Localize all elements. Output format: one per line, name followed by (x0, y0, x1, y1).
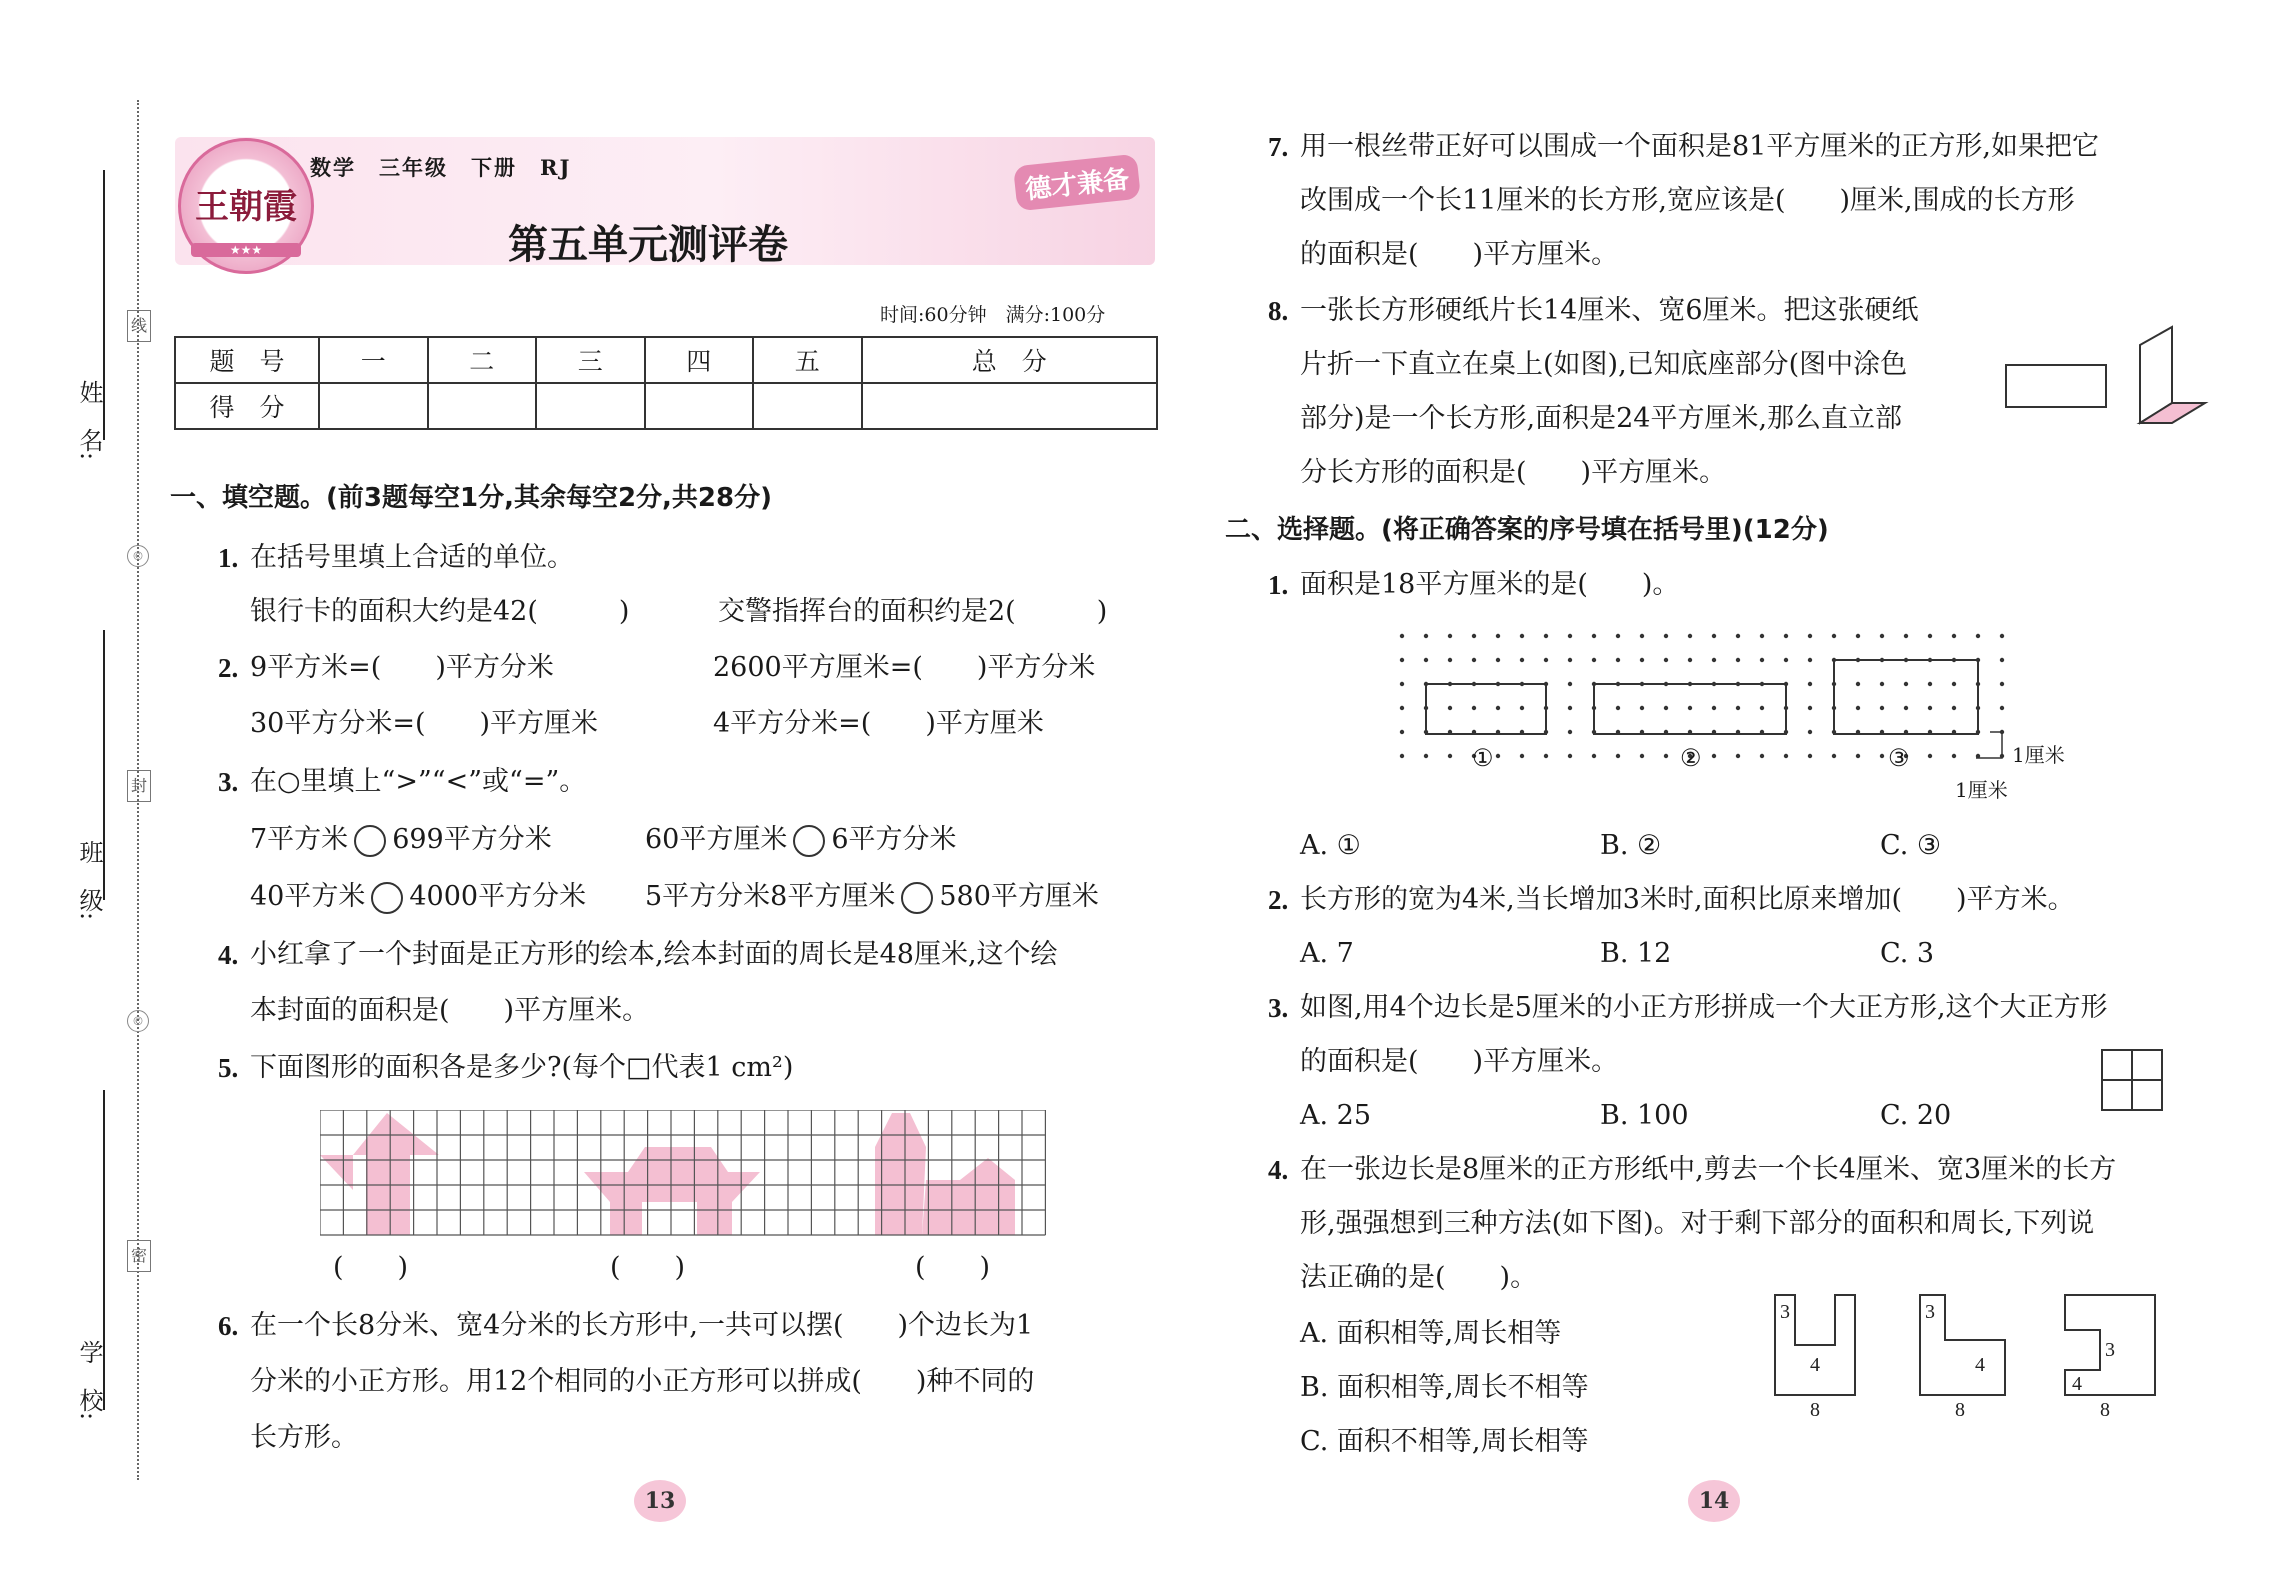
question-text: 在○里填上“>”“<”或“=”。 (250, 766, 587, 797)
arrow-shape (353, 1113, 439, 1235)
answer-blank[interactable]: ( ) (915, 1252, 991, 1283)
unit-label: 1厘米 (2012, 743, 2065, 767)
seal-xian: 线 (127, 310, 151, 342)
fig-label-3: 3 (2105, 1339, 2115, 1361)
option-a[interactable]: A. ① (1300, 830, 1361, 861)
question-text: 在一张边长是8厘米的正方形纸中,剪去一个长4厘米、宽3厘米的长方 (1300, 1154, 2117, 1185)
fig-label-8: 8 (1955, 1399, 1965, 1420)
class-line (103, 630, 105, 900)
question-item: 2600平方厘米=( )平方分米 (713, 652, 1096, 683)
option-c[interactable]: C. 面积不相等,周长相等 (1300, 1426, 1589, 1457)
option-b[interactable]: B. 面积相等,周长不相等 (1300, 1372, 1589, 1403)
score-input-cell[interactable] (862, 383, 1158, 429)
question-number: 1. (1268, 570, 1289, 600)
option-c[interactable]: C. ③ (1880, 830, 1942, 861)
question-number: 3. (1268, 993, 1289, 1023)
fig-label-8: 8 (2100, 1399, 2110, 1420)
option-a[interactable]: A. 7 (1300, 938, 1354, 969)
hook-shape (875, 1113, 926, 1235)
fig-label-4: 4 (1810, 1354, 1820, 1376)
compare-circle[interactable] (901, 882, 933, 914)
score-input-cell[interactable] (536, 383, 645, 429)
question-text: 长方形的宽为4米,当长增加3米时,面积比原来增加( )平方米。 (1300, 884, 2075, 915)
binding-hole-icon: © (127, 545, 149, 567)
question-text: 面积是18平方厘米的是( )。 (1300, 569, 1680, 600)
option-b[interactable]: B. ② (1600, 830, 1662, 861)
four-squares-figure (2100, 1048, 2166, 1114)
question-text: 如图,用4个边长是5厘米的小正方形拼成一个大正方形,这个大正方形 (1300, 992, 2108, 1023)
question-text: 小红拿了一个封面是正方形的绘本,绘本封面的周长是48厘米,这个绘 (250, 939, 1058, 970)
section-heading: 二、选择题。(将正确答案的序号填在括号里)(12分) (1225, 515, 1829, 545)
score-header-cell: 总 分 (862, 337, 1158, 383)
score-label-cell: 得 分 (175, 383, 319, 429)
question-text: 的面积是( )平方厘米。 (1300, 239, 1619, 270)
time-info: 时间:60分钟 满分:100分 (880, 304, 1106, 326)
score-table-row (175, 337, 1157, 383)
fig-label-3: 3 (1780, 1301, 1790, 1323)
option-b[interactable]: B. 100 (1600, 1100, 1689, 1131)
score-input-cell[interactable] (753, 383, 862, 429)
folded-card-figure (2000, 325, 2210, 435)
area-grid-figure (320, 1110, 1050, 1240)
question-item: 交警指挥台的面积约是2( ) (718, 596, 1108, 627)
question-text: 用一根丝带正好可以围成一个面积是81平方厘米的正方形,如果把它 (1300, 131, 2099, 162)
score-header-cell: 题 号 (175, 337, 319, 383)
question-number: 1. (218, 543, 239, 573)
page-number: 14 (1688, 1480, 1740, 1522)
question-text: 一张长方形硬纸片长14厘米、宽6厘米。把这张硬纸 (1300, 295, 1919, 326)
question-item: 银行卡的面积大约是42( ) (250, 596, 630, 627)
compare-item: 7平方米 699平方分米 (250, 824, 552, 855)
score-table-row (175, 383, 1157, 429)
question-text: 本封面的面积是( )平方厘米。 (250, 995, 650, 1026)
slogan-badge: 德才兼备 (1013, 154, 1141, 212)
question-text: 部分)是一个长方形,面积是24平方厘米,那么直立部 (1300, 403, 1903, 434)
question-text: 法正确的是( )。 (1300, 1262, 1538, 1293)
class-label: 班 级: (75, 840, 103, 921)
question-text: 长方形。 (250, 1422, 358, 1453)
question-item: 4平方分米=( )平方厘米 (713, 708, 1044, 739)
score-input-cell[interactable] (428, 383, 537, 429)
answer-blank[interactable]: ( ) (333, 1252, 409, 1283)
score-table (174, 336, 1158, 430)
option-a[interactable]: A. 25 (1300, 1100, 1372, 1131)
name-label: 姓 名: (75, 380, 103, 461)
dot-grid-figure (1390, 620, 2090, 770)
fig-label-3: 3 (1925, 1301, 1935, 1323)
score-input-cell[interactable] (319, 383, 428, 429)
question-text: 下面图形的面积各是多少?(每个□代表1 cm²) (250, 1052, 794, 1083)
fig-label-4: 4 (1975, 1354, 1985, 1376)
compare-circle[interactable] (354, 825, 386, 857)
score-header-cell: 四 (645, 337, 754, 383)
page-number: 13 (634, 1480, 686, 1522)
question-number: 5. (218, 1053, 239, 1083)
answer-blank[interactable]: ( ) (610, 1252, 686, 1283)
book-meta: 数学 三年级 下册 RJ (310, 155, 572, 180)
figure-label: ① (1472, 744, 1494, 772)
fig-label-8: 8 (1810, 1399, 1820, 1420)
unit-label: 1厘米 (1955, 778, 2008, 802)
question-text: 在括号里填上合适的单位。 (250, 542, 574, 573)
compare-item: 60平方厘米 6平方分米 (645, 824, 957, 855)
figure-label: ③ (1888, 744, 1910, 772)
question-text: 形,强强想到三种方法(如下图)。对于剩下部分的面积和周长,下列说 (1300, 1208, 2095, 1239)
option-a[interactable]: A. 面积相等,周长相等 (1300, 1318, 1562, 1349)
question-text: 的面积是( )平方厘米。 (1300, 1046, 1619, 1077)
compare-item: 5平方分米8平方厘米 580平方厘米 (645, 881, 1099, 912)
figure-label: ② (1680, 744, 1702, 772)
question-number: 6. (218, 1311, 239, 1341)
question-item: 9平方米=( )平方分米 (250, 652, 554, 683)
school-line (103, 1090, 105, 1410)
question-text: 分长方形的面积是( )平方厘米。 (1300, 457, 1727, 488)
brand-logo: 王朝霞 ★★★ (178, 138, 314, 274)
score-header-cell: 三 (536, 337, 645, 383)
question-number: 8. (1268, 296, 1289, 326)
score-header-cell: 一 (319, 337, 428, 383)
question-number: 3. (218, 767, 239, 797)
question-number: 7. (1268, 132, 1289, 162)
question-number: 2. (218, 653, 239, 683)
option-c[interactable]: C. 20 (1880, 1100, 1952, 1131)
cut-square-figures (1760, 1290, 2180, 1420)
option-b[interactable]: B. 12 (1600, 938, 1672, 969)
question-number: 4. (218, 940, 239, 970)
compare-item: 40平方米 4000平方分米 (250, 881, 587, 912)
page-title: 第五单元测评卷 (508, 222, 788, 268)
compare-circle[interactable] (793, 825, 825, 857)
question-text: 改围成一个长11厘米的长方形,宽应该是( )厘米,围成的长方形 (1300, 185, 2075, 216)
question-number: 2. (1268, 885, 1289, 915)
question-text: 分米的小正方形。用12个相同的小正方形可以拼成( )种不同的 (250, 1366, 1035, 1397)
question-item: 30平方分米=( )平方厘米 (250, 708, 599, 739)
binding-hole-icon: © (127, 1010, 149, 1032)
question-number: 4. (1268, 1155, 1289, 1185)
score-header-cell: 五 (753, 337, 862, 383)
question-text: 片折一下直立在桌上(如图),已知底座部分(图中涂色 (1300, 349, 1908, 380)
score-header-cell: 二 (428, 337, 537, 383)
score-input-cell[interactable] (645, 383, 754, 429)
seal-feng: 封 (127, 770, 151, 802)
section-heading: 一、填空题。(前3题每空1分,其余每空2分,共28分) (170, 483, 772, 513)
option-c[interactable]: C. 3 (1880, 938, 1935, 969)
fig-label-4: 4 (2072, 1373, 2082, 1395)
school-label: 学 校: (75, 1340, 103, 1421)
compare-circle[interactable] (371, 882, 403, 914)
name-line (103, 170, 105, 440)
seal-mi: 密 (127, 1240, 151, 1272)
question-text: 在一个长8分米、宽4分米的长方形中,一共可以摆( )个边长为1 (250, 1310, 1034, 1341)
